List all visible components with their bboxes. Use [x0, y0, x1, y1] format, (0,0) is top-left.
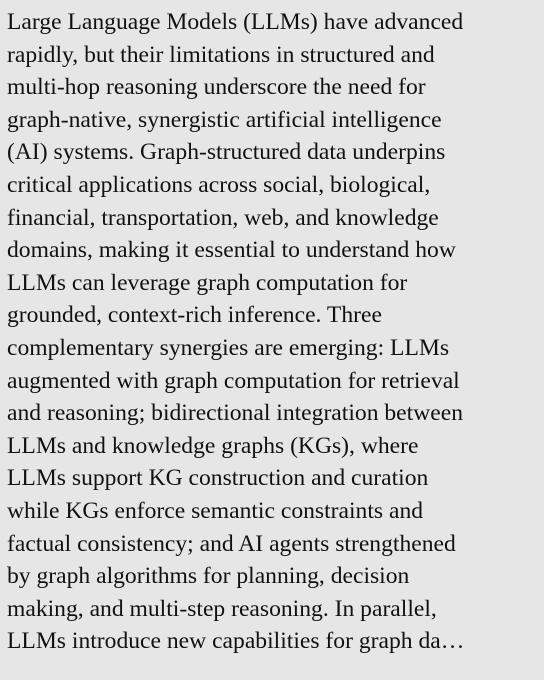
- text-line: while KGs enforce semantic constraints and: [7, 497, 424, 524]
- text-line: LLMs support KG construction and curation: [7, 465, 429, 492]
- text-line: Large Language Models (LLMs) have advanced: [7, 9, 464, 35]
- abstract-paragraph: [7, 6, 538, 658]
- text-line: multi-hop reasoning underscore the need for: [7, 74, 426, 101]
- text-line: grounded, context-rich inference. Three: [7, 302, 382, 329]
- text-line: factual consistency; and AI agents strengthened: [7, 530, 456, 557]
- text-line: LLMs and knowledge graphs (KGs), where: [7, 432, 419, 459]
- text-line: critical applications across social, biological,: [7, 171, 431, 198]
- text-line: LLMs can leverage graph computation for: [7, 269, 408, 296]
- text-line: complementary synergies are emerging: LLMs: [7, 334, 450, 361]
- text-line: LLMs introduce new capabilities for graph da…: [7, 628, 465, 655]
- text-line: augmented with graph computation for retrieval: [7, 367, 460, 394]
- text-line: and reasoning; bidirectional integration between: [7, 400, 463, 427]
- text-line: graph-native, synergistic artificial intelligence: [7, 106, 442, 133]
- text-line: (AI) systems. Graph-structured data underpins: [7, 139, 446, 166]
- text-line: making, and multi-step reasoning. In parallel,: [7, 595, 437, 622]
- text-line: domains, making it essential to understand how: [7, 237, 456, 264]
- text-line: financial, transportation, web, and knowledge: [7, 204, 439, 231]
- text-line: by graph algorithms for planning, decision: [7, 563, 410, 590]
- text-line: rapidly, but their limitations in structured and: [7, 41, 435, 68]
